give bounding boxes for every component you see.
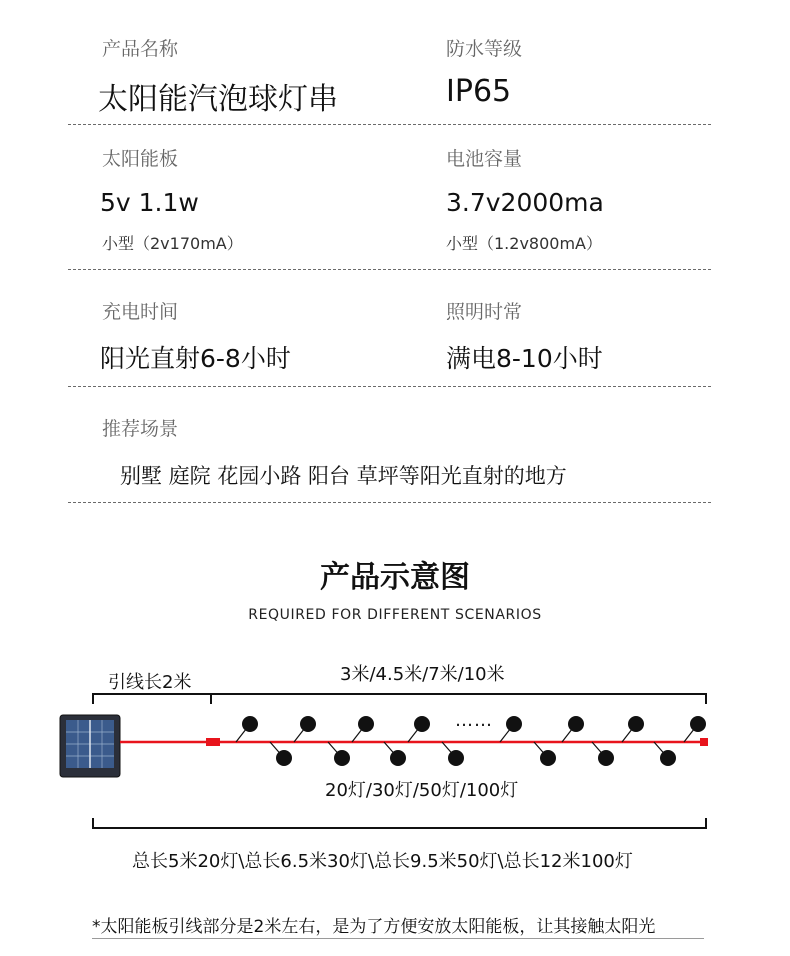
footnote: *太阳能板引线部分是2米左右，是为了方便安放太阳能板，让其接触太阳光: [92, 917, 656, 937]
note-underline: [92, 938, 704, 939]
ellipsis-label: ……: [455, 710, 493, 731]
lead-length-label: 引线长2米: [108, 672, 192, 693]
bulb-upper-0: [236, 716, 258, 742]
connector: [206, 738, 220, 746]
battery-value: 3.7v2000ma: [446, 188, 604, 217]
scene-label: 推荐场景: [102, 418, 179, 440]
bulb-upper-4: [500, 716, 522, 742]
string-length-label: 3米/4.5米/7米/10米: [340, 664, 505, 685]
total-length-label: 总长5米20灯\总长6.5米30灯\总长9.5米50灯\总长12米100灯: [132, 851, 633, 872]
bulb-upper-5: [562, 716, 584, 742]
bulb-lower-3: [442, 742, 464, 766]
panel-sub: 小型（2v170mA）: [102, 234, 243, 253]
lead-bracket: [93, 694, 211, 704]
panel-value: 5v 1.1w: [100, 188, 199, 217]
bulb-lower-2: [384, 742, 406, 766]
waterproof-label: 防水等级: [446, 38, 523, 60]
lighting-value: 满电8-10小时: [446, 344, 603, 373]
bulb-lower-0: [270, 742, 292, 766]
panel-label: 太阳能板: [102, 148, 179, 170]
string-bracket: [211, 694, 706, 704]
diagram-title: 产品示意图: [320, 560, 470, 595]
top-brackets: [93, 694, 706, 704]
bulb-upper-3: [408, 716, 430, 742]
battery-sub: 小型（1.2v800mA）: [446, 234, 602, 253]
bulb-lower-4: [534, 742, 556, 766]
battery-label: 电池容量: [446, 148, 523, 170]
bulb-count-label: 20灯/30灯/50灯/100灯: [325, 780, 519, 801]
bulb-upper-1: [294, 716, 316, 742]
waterproof-value: IP65: [446, 74, 512, 109]
charge-value: 阳光直射6-8小时: [100, 344, 291, 373]
product-name-label: 产品名称: [102, 38, 179, 60]
bulb-upper-6: [622, 716, 644, 742]
total-bracket: [93, 818, 706, 828]
charge-label: 充电时间: [102, 301, 179, 323]
bulb-upper-2: [352, 716, 374, 742]
wire-end: [700, 738, 708, 746]
lighting-label: 照明时常: [446, 301, 523, 323]
bulb-lower-1: [328, 742, 350, 766]
bulb-lower-5: [592, 742, 614, 766]
bulb-lower-6: [654, 742, 676, 766]
product-name-value: 太阳能汽泡球灯串: [98, 82, 338, 117]
diagram-subtitle: REQUIRED FOR DIFFERENT SCENARIOS: [248, 607, 542, 623]
scene-value: 别墅 庭院 花园小路 阳台 草坪等阳光直射的地方: [120, 464, 567, 488]
solar-panel-icon: [60, 715, 120, 777]
